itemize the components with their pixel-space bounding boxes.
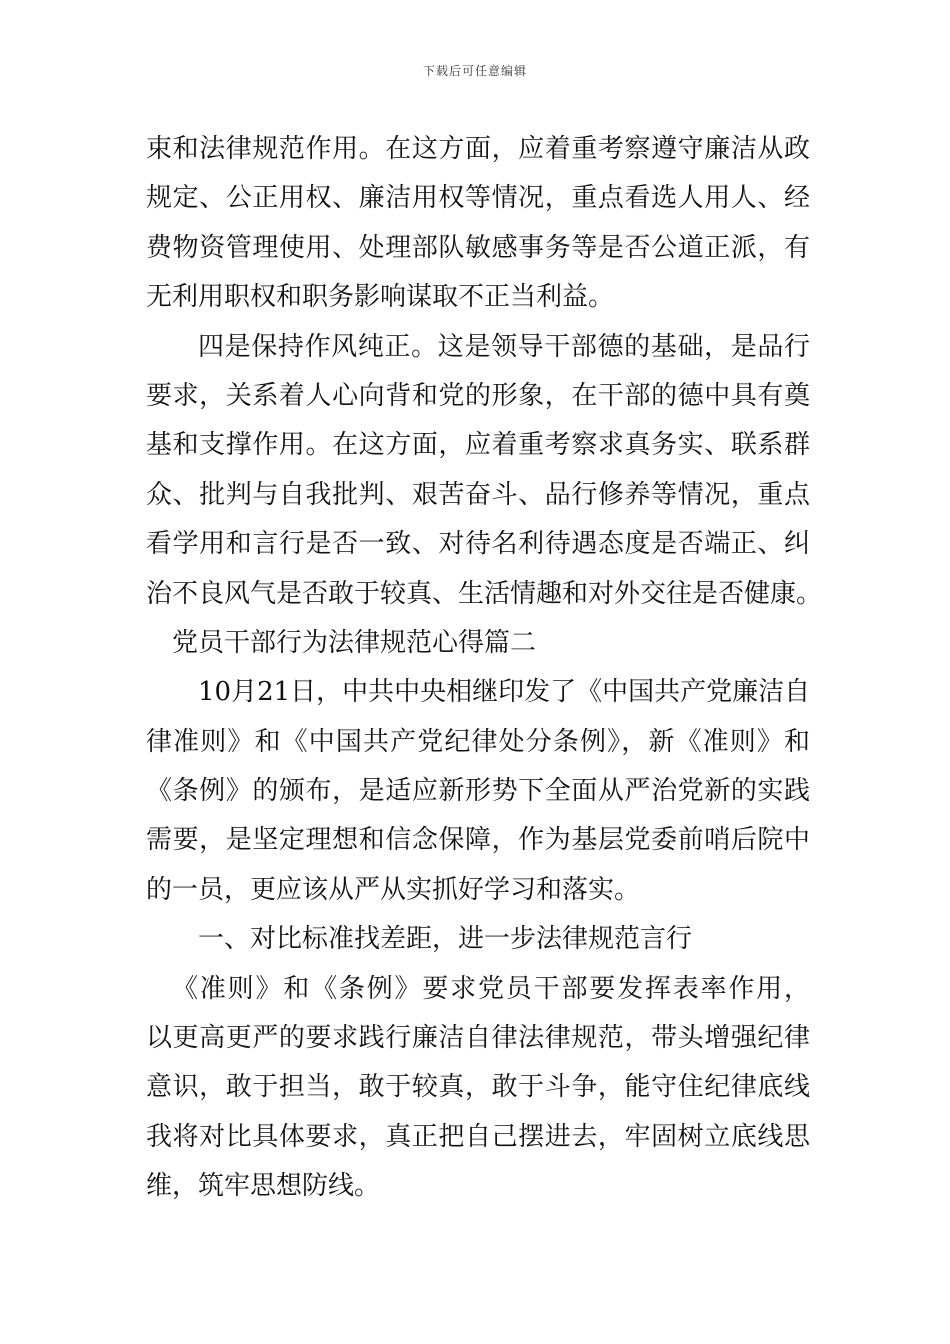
paragraph-2-line-1: 四是保持作风纯正。这是领导干部德的基础，是品行 [198, 331, 810, 362]
paragraph-2-line-5: 看学用和言行是否一致、对待名利待遇态度是否端正、纠 [146, 529, 810, 560]
paragraph-4-line-3: 意识，敢于担当，敢于较真，敢于斗争，能守住纪律底线 [146, 1072, 810, 1103]
paragraph-1-line-3: 费物资管理使用、处理部队敏感事务等是否公道正派，有 [146, 232, 810, 263]
paragraph-3-line-5: 的一员，更应该从严从实抓好学习和落实。 [146, 874, 641, 905]
paragraph-1-line-4: 无利用职权和职务影响谋取不正当利益。 [146, 282, 615, 313]
document-body [146, 125, 823, 1212]
paragraph-4-line-1: 《准则》和《条例》要求党员干部要发挥表率作用， [172, 973, 810, 1004]
paragraph-2-line-6: 治不良风气是否敢于较真、生活情趣和对外交往是否健康。 [146, 578, 823, 609]
paragraph-2-line-3: 基和支撑作用。在这方面，应着重考察求真务实、联系群 [146, 430, 810, 461]
paragraph-4-line-2: 以更高更严的要求践行廉洁自律法律规范，带头增强纪律 [146, 1023, 810, 1054]
subsection-title: 一、对比标准找差距，进一步法律规范言行 [198, 924, 693, 955]
section-title: 党员干部行为法律规范心得篇二 [172, 627, 537, 658]
paragraph-2-line-4: 众、批判与自我批判、艰苦奋斗、品行修养等情况，重点 [146, 479, 810, 510]
paragraph-3-line-3: 《条例》的颁布，是适应新形势下全面从严治党新的实践 [146, 776, 810, 807]
paragraph-4-line-5: 维，筑牢思想防线。 [146, 1171, 381, 1202]
paragraph-1-line-1: 束和法律规范作用。在这方面，应着重考察遵守廉洁从政 [146, 134, 810, 164]
page-header: 下载后可任意编辑 [422, 64, 527, 78]
paragraph-4-line-4: 我将对比具体要求，真正把自己摆进去，牢固树立底线思 [146, 1121, 810, 1152]
paragraph-3-line-1: 10月21日，中共中央相继印发了《中国共产党廉洁自 [198, 677, 811, 708]
paragraph-3-line-4: 需要，是坚定理想和信念保障，作为基层党委前哨后院中 [146, 825, 810, 856]
paragraph-2-line-2: 要求，关系着人心向背和党的形象，在干部的德中具有奠 [146, 380, 810, 411]
paragraph-3-line-2: 律准则》和《中国共产党纪律处分条例》，新《准则》和 [146, 726, 810, 757]
paragraph-1-line-2: 规定、公正用权、廉洁用权等情况，重点看选人用人、经 [146, 183, 810, 214]
